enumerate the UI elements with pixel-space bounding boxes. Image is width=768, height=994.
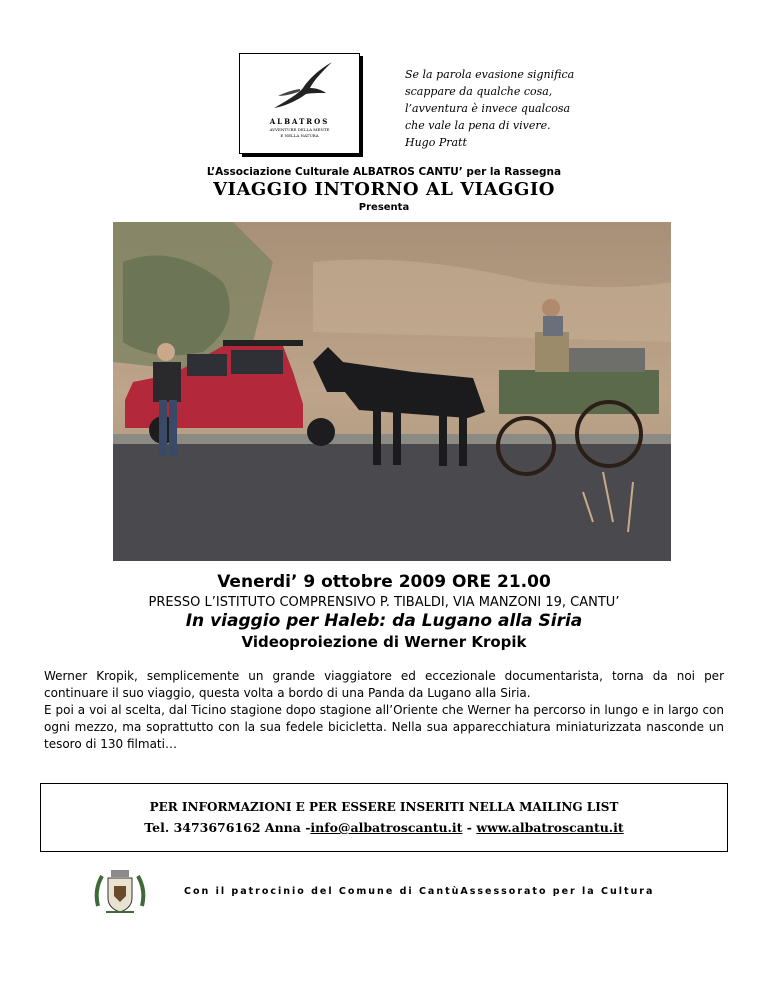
event-date: Venerdi’ 9 ottobre 2009 ORE 21.00 [217, 572, 551, 592]
logo-tagline-2: E NELLA NATURA [280, 133, 319, 138]
quote-line: che vale la pena di vivere. [405, 119, 551, 132]
logo-name: ALBATROS [269, 117, 330, 126]
albatross-bird-icon [270, 60, 334, 116]
quote-author: Hugo Pratt [405, 136, 467, 149]
website-link[interactable]: www.albatroscantu.it [476, 820, 624, 835]
body-text [44, 668, 724, 753]
info-heading: PER INFORMAZIONI E PER ESSERE INSERITI NELLA MAILING LIST [149, 800, 619, 814]
film-subtitle: Videoproiezione di Werner Kropik [241, 633, 527, 651]
patronage-text: Con il patrocinio del Comune di CantùAssessorato per la Cultura [184, 886, 655, 897]
quote-line: Se la parola evasione significa [405, 68, 575, 81]
event-photo [113, 222, 671, 561]
event-venue: PRESSO L’ISTITUTO COMPRENSIVO P. TIBALDI, VIA MANZONI 19, CANTU’ [148, 595, 620, 610]
email-link[interactable]: info@albatroscantu.it [310, 820, 463, 835]
quote-line: l’avventura è invece qualcosa [405, 102, 571, 115]
coat-of-arms-icon [92, 866, 148, 918]
albatros-logo [239, 53, 360, 154]
body-paragraph: Werner Kropik, semplicemente un grande viaggiatore ed eccezionale documentarista, torna da noi per continuare il suo viaggio, questa volta a bordo di una Panda da Lugano alla Siria. [44, 669, 724, 700]
hugo-pratt-quote [405, 66, 645, 151]
page-title: VIAGGIO INTORNO AL VIAGGIO [213, 179, 555, 200]
logo-tagline-1: AVVENTURE DELLA MENTE [269, 127, 330, 132]
phone-contact: Tel. 3473676162 Anna - [144, 820, 311, 835]
info-box [40, 783, 728, 852]
quote-line: scappare da qualche cosa, [405, 85, 553, 98]
body-paragraph: E poi a voi al scelta, dal Ticino stagione dopo stagione all’Oriente che Werner ha percorso in lungo e in largo con ogni mezzo, ma soprattutto con la sua fedele bicicletta. Nella sua apparecchiatura miniaturizzata nasconde un tesoro di 130 filmati… [44, 703, 724, 751]
presenta-label: Presenta [358, 202, 410, 213]
contact-line [41, 820, 727, 835]
association-intro: L’Associazione Culturale ALBATROS CANTU’ per la Rassegna [206, 166, 562, 178]
contact-separator: - [462, 820, 477, 835]
film-title: In viaggio per Haleb: da Lugano alla Siria [185, 611, 583, 631]
